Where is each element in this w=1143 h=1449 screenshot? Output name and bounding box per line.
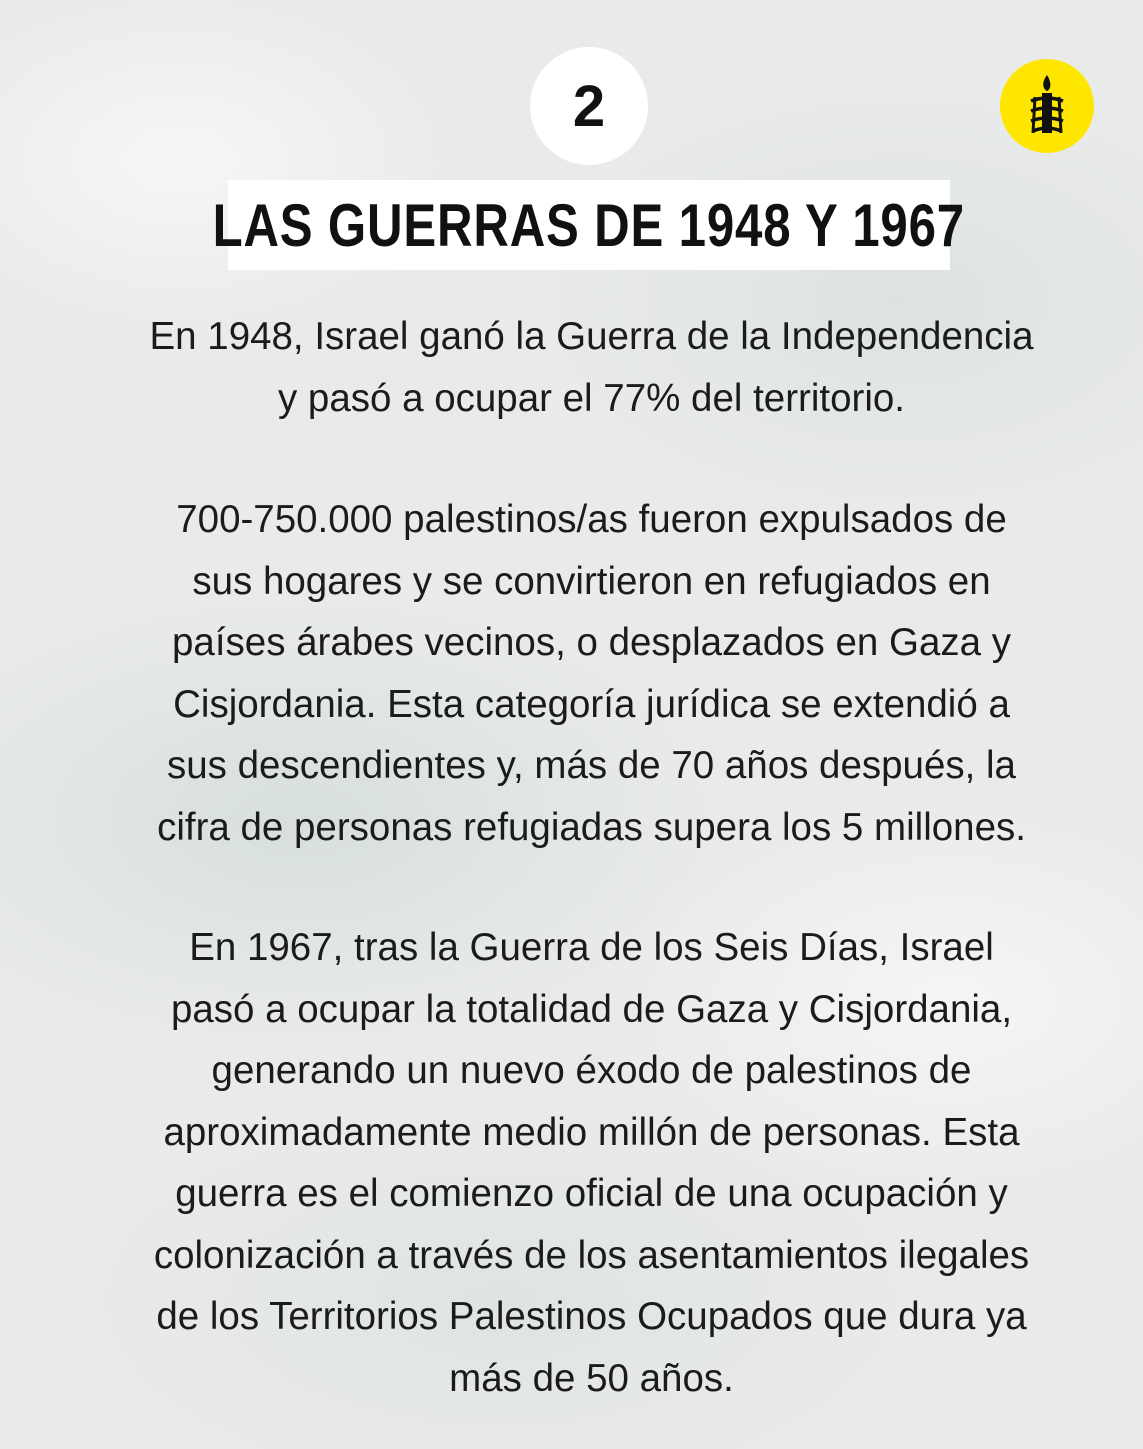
text-line: más de 50 años. — [449, 1356, 734, 1400]
text-line: colonización a través de los asentamientos ilegales — [153, 1233, 1030, 1277]
text-line: aproximadamente medio millón de personas. Esta — [163, 1110, 1020, 1154]
text-line: y pasó a ocupar el 77% del territorio. — [277, 376, 906, 420]
title-box — [212, 180, 966, 270]
text-line: Cisjordania. Esta categoría jurídica se extendió a — [173, 682, 1010, 726]
candle-icon — [1017, 71, 1077, 141]
text-line: En 1967, tras la Guerra de los Seis Días, Israel — [189, 926, 994, 969]
paragraph-1967 — [90, 917, 1093, 1409]
text-line: En 1948, Israel ganó la Guerra de la Independencia — [149, 315, 1034, 358]
text-line: generando un nuevo éxodo de palestinos de — [211, 1049, 972, 1092]
text-line: guerra es el comienzo oficial de una ocupación y — [175, 1172, 1008, 1215]
text-line: 700-750.000 palestinos/as fueron expulsados de — [176, 498, 1007, 541]
paragraph-1948 — [90, 306, 1093, 429]
paragraph-refugees — [90, 489, 1093, 858]
text-line: cifra de personas refugiadas supera los 5 millones. — [157, 805, 1026, 849]
page-number: 2 — [572, 73, 606, 139]
text-line: sus descendientes y, más de 70 años después, la — [167, 744, 1016, 787]
amnesty-logo — [1000, 59, 1094, 153]
text-line: países árabes vecinos, o desplazados en Gaza y — [172, 621, 1011, 664]
text-line: pasó a ocupar la totalidad de Gaza y Cisjordania, — [170, 987, 1013, 1031]
text-line: sus hogares y se convirtieron en refugiados en — [192, 559, 991, 603]
page-number-badge — [530, 47, 648, 165]
page-title: LAS GUERRAS DE 1948 Y 1967 — [212, 191, 966, 259]
text-line: de los Territorios Palestinos Ocupados que dura ya — [156, 1295, 1027, 1338]
